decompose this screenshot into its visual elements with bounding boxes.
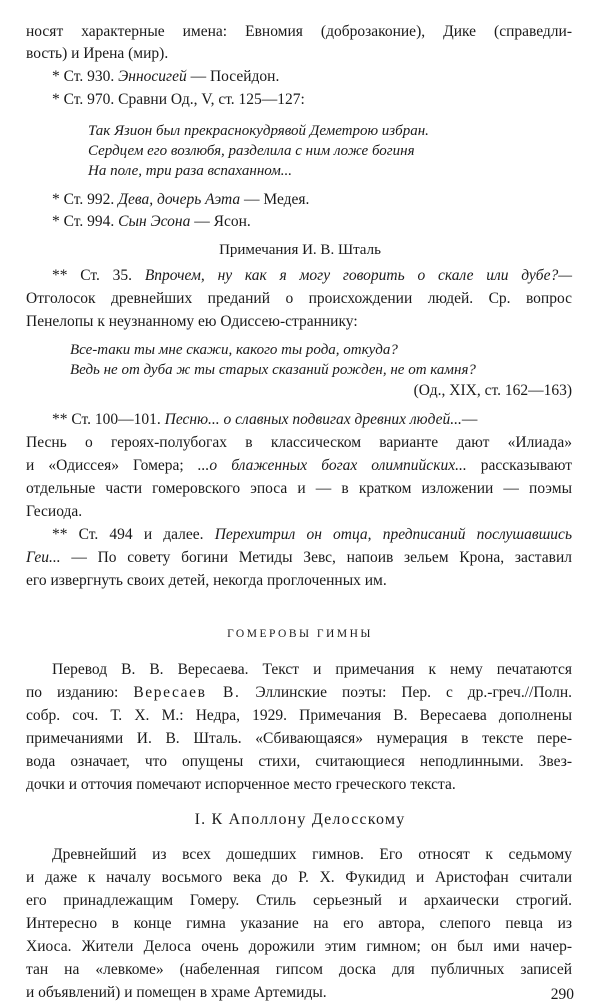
author-spaced: Вересаев В. bbox=[133, 684, 241, 701]
shtal-heading: Примечания И. В. Шталь bbox=[219, 242, 381, 258]
note-text: — Посейдон. bbox=[186, 68, 280, 85]
text-em: ...о блаженных богах олимпийских... bbox=[197, 457, 467, 474]
text-line: Пенелопы к неузнанному ею Одиссею-страннику: bbox=[26, 313, 358, 330]
note-text: — Ясон. bbox=[190, 213, 251, 230]
note-term: Энносигей bbox=[118, 68, 187, 85]
note-ref: ** Ст. 494 и далее. bbox=[52, 526, 204, 543]
note-text: — Медея. bbox=[240, 191, 310, 208]
text-line: Гесиода. bbox=[26, 503, 83, 520]
note-ref: * Ст. 992. bbox=[52, 191, 115, 208]
text-span: и «Одиссея» Гомера; bbox=[26, 457, 198, 474]
text-line: отдельные части гомеровского эпоса и — в кратком изложении — поэмы bbox=[26, 480, 572, 497]
text-line: его принадлежащим Гомеру. Стиль серьезный и архаически строгий. bbox=[26, 892, 572, 909]
text-line: Древнейший из всех дошедших гимнов. Его относят к седьмому bbox=[52, 846, 572, 863]
note-930 bbox=[52, 67, 279, 87]
text-span: Эллинские поэты: Пер. с др.-греч.//Полн. bbox=[240, 684, 572, 701]
note-ref: ** Ст. 100—101. bbox=[52, 411, 161, 428]
text-line: Интересно в конце гимна указание на его автора, слепого певца из bbox=[26, 915, 572, 932]
note-992 bbox=[52, 190, 309, 210]
note-text: Сравни Од., V, ст. 125—127: bbox=[118, 91, 305, 108]
text-line bbox=[26, 683, 572, 703]
note-970 bbox=[52, 90, 305, 110]
text-line: Хиоса. Жители Делоса очень дорожили этим гимном; он был ими начер- bbox=[26, 938, 572, 955]
note-term: Песню... о славных подвигах древних людей... bbox=[164, 411, 462, 428]
quote-line: На поле, три раза вспаханном... bbox=[88, 163, 293, 179]
note-term: Дева, дочерь Аэта bbox=[118, 191, 241, 208]
text-span: — По совету богини Метиды Зевс, напоив зельем Крона, заставил bbox=[60, 549, 572, 566]
text-line: и даже к началу восьмого века до Р. Х. Фукидид и Аристофан считали bbox=[26, 869, 572, 886]
note-494 bbox=[52, 525, 572, 545]
note-ref: * Ст. 930. bbox=[52, 68, 115, 85]
quote-line: Сердцем его возлюбя, разделила с ним ложе богиня bbox=[88, 143, 415, 159]
text-span: по изданию: bbox=[26, 684, 134, 701]
quote-source: (Од., XIX, ст. 162—163) bbox=[413, 382, 572, 399]
note-994 bbox=[52, 212, 251, 232]
note-term: Сын Эсона bbox=[118, 213, 191, 230]
quote-line: Все-таки ты мне скажи, какого ты рода, откуда? bbox=[70, 342, 398, 358]
note-35 bbox=[52, 266, 572, 286]
text-line: собр. соч. Т. X. М.: Недра, 1929. Примечания В. Вересаева дополнены bbox=[26, 707, 572, 724]
note-term: Перехитрил он отца, предписаний послушавшись bbox=[214, 526, 572, 543]
note-ref: * Ст. 970. bbox=[52, 91, 115, 108]
text-line bbox=[26, 548, 572, 568]
text-line: и объявлений) и помещен в храме Артемиды. bbox=[26, 984, 327, 1001]
section-heading: ГОМЕРОВЫ ГИМНЫ bbox=[227, 628, 373, 640]
note-ref: * Ст. 994. bbox=[52, 213, 115, 230]
note-dash: — bbox=[461, 411, 478, 428]
note-ref: ** Ст. 35. bbox=[52, 267, 133, 284]
text-line: вость) и Ирена (мир). bbox=[26, 45, 169, 62]
note-100 bbox=[52, 410, 477, 430]
hymn-heading: I. К Аполлону Делосскому bbox=[194, 811, 406, 828]
text-line: его извергнуть своих детей, некогда проглоченных им. bbox=[26, 572, 387, 589]
text-line: дочки и отточия помечают испорченное место греческого текста. bbox=[26, 776, 456, 793]
text-line: вода означает, что опущены стихи, считающиеся неподлинными. Звез- bbox=[26, 753, 572, 770]
text-line: тан на «левкоме» (набеленная гипсом доска для публичных записей bbox=[26, 961, 572, 978]
quote-line: Так Язион был прекраснокудрявой Деметрою избран. bbox=[88, 123, 429, 139]
text-line: носят характерные имена: Евномия (доброзаконие), Дике (справедли- bbox=[26, 23, 572, 40]
text-line: Отголосок древнейших преданий о происхождении людей. Ср. вопрос bbox=[26, 290, 572, 307]
text-line: Перевод В. В. Вересаева. Текст и примечания к нему печатаются bbox=[52, 661, 572, 678]
text-line: примечаниями И. В. Шталь. «Сбивающаяся» нумерация в тексте пере- bbox=[26, 730, 572, 747]
page-number: 290 bbox=[550, 986, 574, 1003]
text-line bbox=[26, 456, 572, 476]
text-line: Песнь о героях-полубогах в классическом варианте дают «Илиада» bbox=[26, 434, 572, 451]
note-term: Впрочем, ну как я могу говорить о скале или дубе?— bbox=[144, 267, 573, 284]
text-em: Геи... bbox=[26, 549, 61, 566]
text-span: рассказывают bbox=[466, 457, 573, 474]
quote-line: Ведь не от дуба ж ты старых сказаний рожден, не от камня? bbox=[70, 362, 476, 378]
